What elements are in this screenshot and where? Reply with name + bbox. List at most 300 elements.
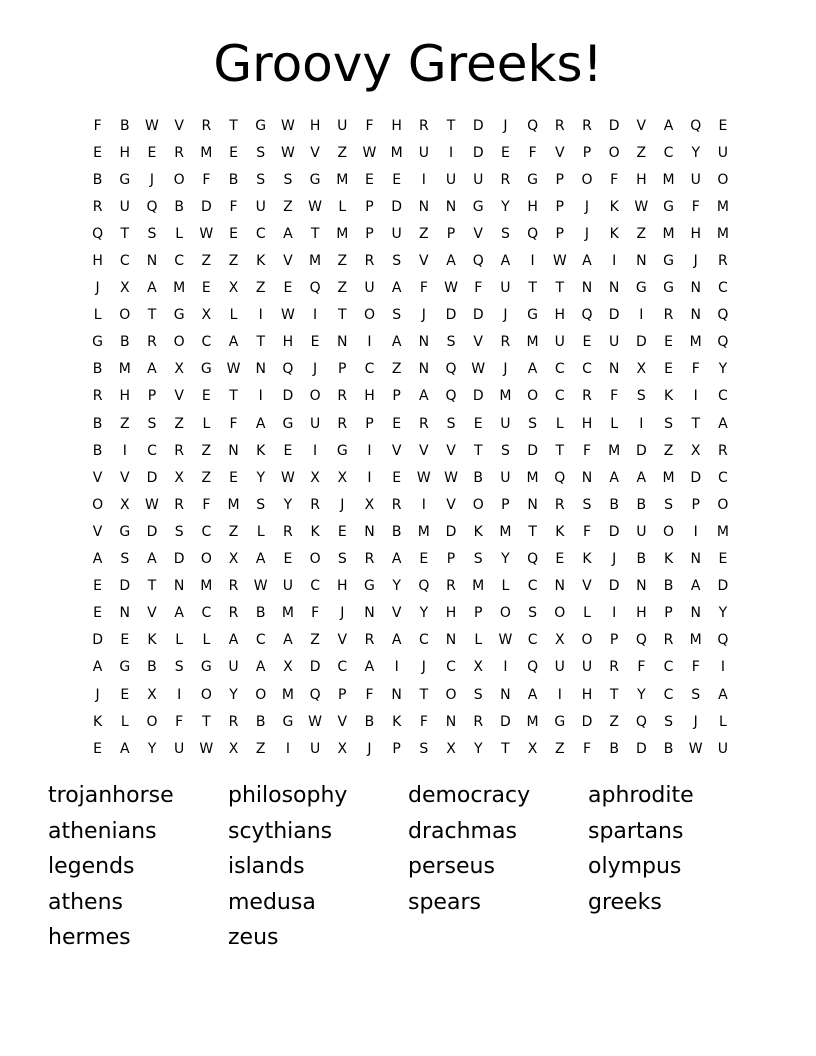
grid-letter: K: [392, 713, 402, 730]
grid-letter: W: [498, 632, 513, 649]
grid-letter: G: [663, 280, 674, 297]
grid-letter: V: [391, 605, 402, 622]
grid-letter: S: [256, 144, 266, 161]
grid-letter: P: [446, 551, 456, 568]
grid-letter: P: [691, 496, 700, 513]
grid-letter: T: [555, 442, 565, 459]
grid-letter: N: [364, 605, 375, 622]
grid-letter: P: [392, 388, 401, 405]
grid-letter: W: [362, 144, 377, 161]
grid-letter: W: [280, 144, 295, 161]
grid-letter: K: [609, 198, 619, 215]
grid-letter: T: [473, 442, 483, 459]
word-bank-item: zeus: [228, 925, 279, 951]
grid-letter: A: [283, 632, 293, 649]
grid-letter: S: [664, 713, 673, 730]
grid-letter: N: [418, 334, 430, 351]
grid-letter: R: [582, 388, 592, 405]
grid-letter: P: [446, 225, 456, 242]
grid-letter: Q: [717, 334, 729, 351]
grid-letter: H: [391, 117, 402, 134]
grid-letter: G: [119, 659, 131, 676]
grid-letter: I: [394, 659, 399, 676]
grid-letter: R: [201, 117, 212, 134]
grid-letter: B: [391, 523, 402, 540]
grid-letter: I: [639, 307, 644, 324]
grid-letter: Q: [472, 253, 484, 270]
grid-letter: O: [173, 171, 185, 188]
grid-letter: L: [93, 307, 102, 324]
grid-letter: U: [554, 334, 565, 351]
grid-letter: D: [445, 307, 457, 324]
grid-letter: N: [418, 361, 430, 378]
grid-letter: P: [338, 686, 347, 703]
grid-letter: V: [92, 469, 103, 486]
grid-letter: A: [663, 117, 674, 134]
grid-letter: V: [554, 144, 565, 161]
grid-letter: X: [473, 659, 484, 676]
grid-letter: R: [391, 496, 402, 513]
grid-letter: V: [92, 523, 103, 540]
grid-letter: N: [608, 280, 620, 297]
grid-letter: Z: [174, 415, 184, 432]
grid-letter: X: [119, 496, 130, 513]
grid-letter: V: [446, 496, 456, 513]
grid-row: [84, 302, 737, 329]
grid-letter: U: [309, 415, 321, 432]
grid-letter: A: [147, 551, 157, 568]
grid-letter: N: [608, 361, 620, 378]
grid-letter: G: [663, 253, 674, 270]
grid-letter: R: [92, 388, 103, 405]
grid-letter: E: [310, 334, 320, 351]
grid-letter: D: [717, 578, 729, 595]
grid-letter: J: [584, 198, 590, 215]
grid-letter: T: [229, 117, 238, 134]
grid-letter: E: [555, 551, 565, 568]
grid-letter: O: [717, 171, 729, 188]
grid-letter: S: [664, 415, 673, 432]
grid-letter: M: [336, 171, 349, 188]
grid-letter: B: [92, 442, 103, 459]
grid-letter: E: [500, 144, 510, 161]
grid-letter: M: [472, 578, 485, 595]
grid-letter: C: [446, 659, 456, 676]
grid-letter: I: [639, 415, 644, 432]
grid-letter: Z: [201, 442, 212, 459]
grid-letter: N: [527, 496, 538, 513]
grid-letter: R: [364, 253, 375, 270]
grid-letter: N: [690, 605, 701, 622]
grid-letter: I: [258, 307, 263, 324]
grid-letter: O: [309, 551, 321, 568]
grid-letter: Z: [283, 198, 293, 215]
grid-letter: G: [635, 280, 647, 297]
grid-letter: U: [500, 415, 511, 432]
grid-letter: N: [445, 198, 457, 215]
grid-row: [84, 139, 737, 166]
grid-letter: E: [229, 469, 238, 486]
grid-letter: Q: [527, 551, 539, 568]
grid-letter: A: [690, 578, 701, 595]
grid-letter: A: [527, 686, 538, 703]
grid-letter: W: [145, 496, 159, 513]
grid-letter: R: [337, 415, 348, 432]
grid-letter: T: [229, 388, 238, 405]
grid-letter: F: [229, 198, 238, 215]
grid-letter: R: [92, 198, 103, 215]
grid-letter: D: [581, 713, 593, 730]
grid-letter: O: [608, 144, 620, 161]
grid-letter: V: [174, 117, 184, 134]
grid-letter: T: [609, 686, 619, 703]
grid-letter: V: [283, 253, 293, 270]
grid-letter: Q: [581, 307, 593, 324]
grid-letter: P: [501, 496, 510, 513]
grid-letter: R: [174, 442, 185, 459]
grid-letter: S: [446, 415, 456, 432]
grid-letter: G: [364, 578, 375, 595]
grid-letter: L: [120, 713, 129, 730]
grid-letter: I: [285, 740, 290, 757]
grid-letter: U: [581, 659, 593, 676]
grid-letter: M: [499, 388, 512, 405]
grid-letter: T: [446, 117, 456, 134]
grid-letter: V: [119, 469, 130, 486]
grid-letter: D: [608, 307, 620, 324]
grid-letter: G: [92, 334, 104, 351]
grid-letter: X: [636, 361, 647, 378]
grid-letter: X: [527, 740, 538, 757]
grid-letter: E: [283, 551, 293, 568]
grid-letter: E: [229, 144, 238, 161]
grid-letter: H: [581, 686, 593, 703]
grid-letter: L: [338, 198, 347, 215]
grid-letter: F: [474, 280, 483, 297]
grid-letter: A: [500, 253, 511, 270]
grid-letter: A: [255, 551, 266, 568]
grid-letter: V: [419, 253, 429, 270]
grid-letter: E: [93, 740, 103, 757]
grid-letter: F: [419, 280, 428, 297]
grid-letter: D: [635, 740, 647, 757]
grid-letter: U: [445, 171, 457, 188]
grid-letter: C: [718, 469, 728, 486]
grid-letter: K: [609, 225, 619, 242]
grid-letter: C: [201, 605, 212, 622]
grid-letter: I: [313, 442, 318, 459]
grid-letter: C: [554, 361, 565, 378]
grid-letter: I: [421, 496, 426, 513]
grid-letter: B: [92, 361, 103, 378]
grid-letter: F: [311, 605, 320, 622]
grid-letter: Z: [609, 713, 619, 730]
grid-letter: I: [122, 442, 127, 459]
grid-letter: N: [500, 686, 511, 703]
grid-letter: F: [365, 686, 374, 703]
grid-letter: U: [255, 198, 266, 215]
grid-letter: C: [718, 388, 728, 405]
grid-letter: Z: [554, 740, 565, 757]
grid-letter: B: [364, 713, 375, 730]
grid-letter: K: [663, 388, 674, 405]
grid-letter: A: [391, 632, 402, 649]
grid-letter: G: [119, 523, 131, 540]
grid-letter: U: [636, 523, 647, 540]
grid-letter: Y: [419, 605, 429, 622]
grid-letter: G: [173, 307, 185, 324]
grid-letter: B: [636, 496, 647, 513]
grid-letter: J: [693, 253, 698, 270]
grid-letter: X: [174, 469, 184, 486]
grid-letter: M: [526, 334, 539, 351]
grid-row: [84, 193, 737, 220]
grid-letter: J: [149, 171, 155, 188]
grid-letter: H: [119, 144, 131, 161]
grid-letter: S: [256, 171, 266, 188]
grid-letter: O: [445, 686, 457, 703]
grid-letter: J: [612, 551, 617, 568]
word-bank-item: islands: [228, 854, 305, 880]
grid-letter: I: [258, 388, 263, 405]
grid-letter: W: [280, 307, 295, 324]
grid-letter: N: [173, 578, 185, 595]
grid-letter: G: [527, 171, 539, 188]
grid-letter: A: [228, 632, 239, 649]
grid-letter: D: [608, 117, 620, 134]
grid-letter: B: [255, 605, 266, 622]
grid-letter: P: [365, 415, 374, 432]
grid-letter: D: [391, 198, 403, 215]
grid-letter: B: [147, 659, 157, 676]
grid-letter: B: [473, 469, 484, 486]
grid-letter: N: [690, 551, 701, 568]
grid-letter: B: [119, 117, 130, 134]
grid-letter: N: [636, 578, 647, 595]
grid-letter: Q: [635, 713, 647, 730]
grid-letter: X: [283, 659, 293, 676]
grid-letter: F: [582, 523, 591, 540]
grid-letter: O: [581, 171, 593, 188]
grid-letter: I: [367, 334, 372, 351]
grid-letter: Y: [501, 198, 510, 215]
grid-letter: X: [364, 496, 375, 513]
grid-letter: E: [473, 415, 483, 432]
grid-letter: J: [340, 605, 345, 622]
grid-letter: E: [93, 578, 103, 595]
grid-letter: O: [173, 334, 185, 351]
word-bank-item: hermes: [48, 925, 131, 951]
grid-letter: S: [473, 686, 483, 703]
grid-letter: U: [364, 280, 375, 297]
word-bank-item: greeks: [588, 889, 662, 915]
grid-letter: F: [582, 740, 591, 757]
grid-letter: L: [610, 415, 619, 432]
grid-letter: B: [663, 578, 674, 595]
grid-row: [84, 546, 737, 573]
grid-letter: N: [146, 253, 158, 270]
grid-letter: E: [283, 442, 293, 459]
grid-letter: H: [445, 605, 457, 622]
grid-row: [84, 654, 737, 681]
grid-letter: Q: [527, 225, 539, 242]
grid-row: [84, 166, 737, 193]
grid-letter: A: [446, 253, 456, 270]
grid-letter: U: [554, 659, 565, 676]
grid-letter: A: [92, 551, 103, 568]
word-bank-item: athenians: [48, 818, 157, 844]
grid-letter: M: [200, 144, 213, 161]
grid-letter: P: [392, 740, 401, 757]
grid-letter: C: [119, 253, 130, 270]
grid-letter: O: [119, 307, 131, 324]
grid-letter: W: [308, 198, 323, 215]
grid-letter: O: [527, 388, 539, 405]
grid-letter: M: [336, 225, 349, 242]
grid-letter: Y: [147, 740, 157, 757]
grid-letter: B: [636, 551, 647, 568]
grid-letter: R: [554, 117, 565, 134]
grid-letter: J: [340, 496, 345, 513]
grid-letter: S: [120, 551, 130, 568]
grid-letter: M: [526, 469, 539, 486]
grid-letter: Z: [391, 361, 402, 378]
grid-letter: S: [528, 605, 538, 622]
grid-letter: L: [202, 632, 211, 649]
grid-letter: H: [364, 388, 375, 405]
grid-letter: D: [92, 632, 103, 649]
grid-letter: H: [581, 415, 593, 432]
grid-letter: K: [256, 442, 266, 459]
grid-letter: G: [255, 117, 267, 134]
grid-letter: V: [147, 605, 157, 622]
grid-letter: G: [119, 171, 131, 188]
grid-letter: H: [92, 253, 103, 270]
grid-letter: D: [472, 144, 484, 161]
grid-letter: Q: [92, 225, 104, 242]
grid-letter: A: [636, 469, 647, 486]
grid-letter: V: [391, 442, 402, 459]
grid-letter: Y: [501, 551, 510, 568]
grid-row: [84, 464, 737, 491]
grid-letter: M: [309, 253, 322, 270]
grid-row: [84, 518, 737, 545]
grid-letter: T: [419, 686, 429, 703]
grid-letter: A: [419, 388, 429, 405]
grid-letter: R: [147, 334, 157, 351]
page-title: Groovy Greeks!: [213, 35, 603, 93]
grid-letter: Y: [718, 361, 728, 378]
grid-letter: G: [282, 713, 294, 730]
grid-letter: M: [281, 605, 294, 622]
grid-letter: S: [419, 740, 429, 757]
grid-letter: I: [612, 253, 617, 270]
grid-letter: E: [664, 361, 673, 378]
grid-letter: R: [364, 632, 375, 649]
grid-letter: U: [282, 578, 294, 595]
grid-letter: S: [147, 225, 157, 242]
grid-row: [84, 112, 737, 139]
grid-letter: T: [528, 523, 537, 540]
grid-row: [84, 573, 737, 600]
grid-letter: A: [283, 225, 293, 242]
grid-letter: Z: [228, 523, 239, 540]
grid-letter: W: [308, 713, 323, 730]
grid-letter: E: [365, 171, 374, 188]
word-bank-item: legends: [48, 854, 135, 880]
grid-row: [84, 383, 737, 410]
grid-letter: U: [228, 659, 239, 676]
grid-letter: Q: [309, 280, 321, 297]
grid-row: [84, 247, 737, 274]
grid-letter: Z: [310, 632, 320, 649]
grid-letter: Z: [337, 144, 348, 161]
grid-letter: G: [663, 198, 674, 215]
grid-letter: O: [146, 713, 158, 730]
word-bank-item: athens: [48, 889, 123, 915]
grid-letter: D: [146, 523, 158, 540]
grid-letter: D: [472, 307, 484, 324]
grid-letter: N: [255, 361, 266, 378]
grid-letter: B: [255, 713, 266, 730]
grid-letter: U: [391, 225, 402, 242]
grid-letter: O: [663, 523, 675, 540]
grid-letter: N: [337, 334, 348, 351]
grid-letter: D: [635, 442, 647, 459]
grid-letter: C: [201, 523, 212, 540]
grid-letter: P: [365, 225, 374, 242]
grid-letter: A: [391, 280, 402, 297]
grid-letter: G: [554, 713, 566, 730]
grid-letter: R: [582, 117, 592, 134]
grid-letter: J: [367, 740, 372, 757]
grid-letter: C: [718, 280, 728, 297]
grid-letter: E: [283, 280, 293, 297]
grid-letter: S: [636, 388, 646, 405]
grid-letter: F: [229, 415, 238, 432]
grid-letter: H: [337, 578, 348, 595]
grid-letter: F: [93, 117, 102, 134]
grid-letter: L: [555, 415, 564, 432]
grid-letter: J: [313, 361, 318, 378]
grid-letter: S: [392, 307, 402, 324]
grid-letter: N: [445, 632, 457, 649]
grid-letter: G: [309, 171, 321, 188]
grid-letter: A: [391, 334, 402, 351]
grid-letter: X: [446, 740, 456, 757]
grid-letter: F: [202, 496, 211, 513]
word-bank-item: spartans: [588, 818, 684, 844]
grid-letter: G: [472, 198, 484, 215]
grid-row: [84, 491, 737, 518]
grid-letter: W: [688, 740, 703, 757]
grid-letter: P: [365, 198, 374, 215]
grid-letter: S: [528, 415, 538, 432]
grid-letter: U: [717, 144, 729, 161]
grid-letter: W: [253, 578, 268, 595]
grid-letter: Y: [691, 144, 700, 161]
grid-letter: S: [473, 551, 483, 568]
grid-letter: J: [584, 225, 590, 242]
grid-letter: T: [147, 307, 157, 324]
grid-letter: A: [527, 361, 538, 378]
grid-row: [84, 708, 737, 735]
word-bank-item: scythians: [228, 818, 333, 844]
grid-letter: E: [392, 171, 402, 188]
grid-letter: D: [472, 388, 484, 405]
grid-letter: I: [367, 469, 372, 486]
grid-letter: S: [147, 415, 157, 432]
